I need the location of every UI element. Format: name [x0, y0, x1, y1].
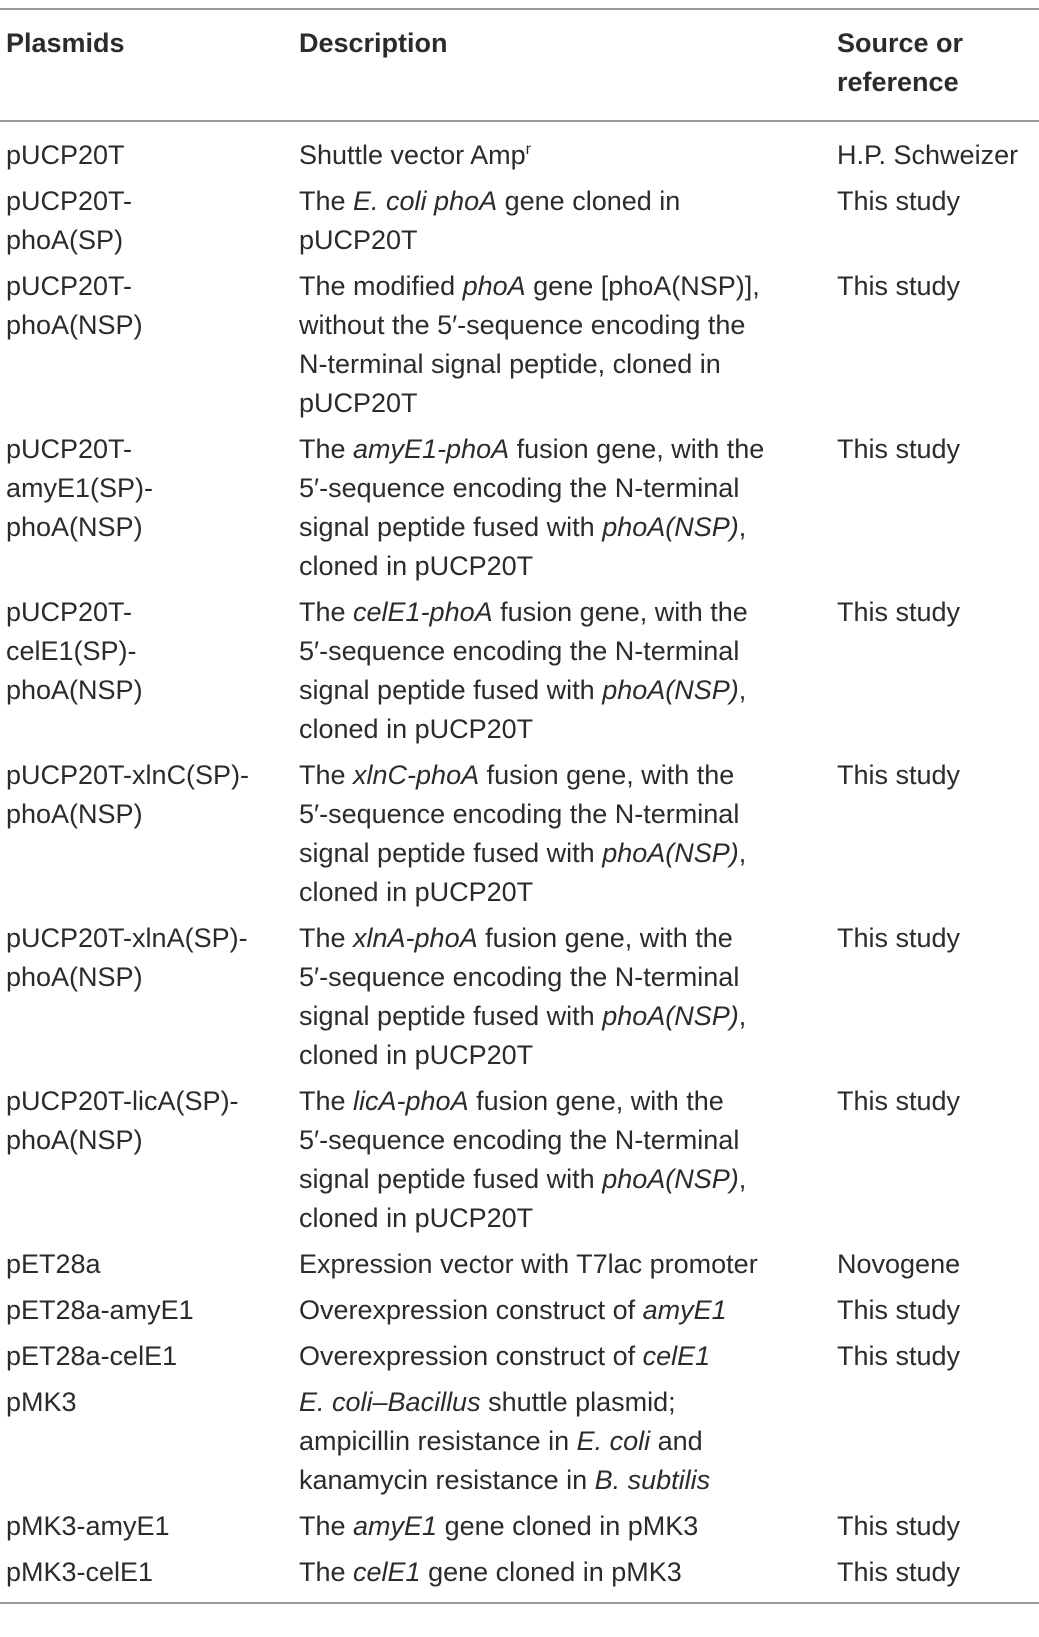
plasmid-name-line: phoA(NSP): [6, 512, 143, 542]
description-cell: [293, 182, 831, 267]
italic-text: phoA(NSP): [602, 1164, 739, 1194]
table-row: [0, 1337, 1039, 1383]
description-text: The: [299, 1511, 354, 1541]
description-text: signal peptide fused with: [299, 838, 603, 868]
description-cell: [293, 1082, 831, 1245]
plasmid-name-line: phoA(NSP): [6, 799, 143, 829]
italic-text: amyE1-phoA: [353, 434, 510, 464]
italic-text: phoA(NSP): [602, 1001, 739, 1031]
description-text: 5′-sequence encoding the N-terminal: [299, 636, 740, 666]
source-cell: This study: [831, 1553, 1039, 1603]
description-text: signal peptide fused with: [299, 1001, 603, 1031]
italic-text: celE1: [642, 1341, 711, 1371]
description-text: Shuttle vector Amp: [299, 140, 526, 170]
description-text: without the 5′-sequence encoding the: [299, 310, 746, 340]
plasmid-cell: [0, 121, 293, 182]
italic-text: phoA(NSP): [602, 675, 739, 705]
description-cell: [293, 121, 831, 182]
table-row: [0, 267, 1039, 430]
description-text: ,: [738, 675, 747, 705]
description-text: cloned in pUCP20T: [299, 551, 534, 581]
table-row: [0, 1383, 1039, 1507]
table-row: [0, 593, 1039, 756]
plasmid-name-line: pMK3-celE1: [6, 1557, 154, 1587]
table-row: [0, 1245, 1039, 1291]
source-cell: This study: [837, 597, 961, 627]
table-row: [0, 1082, 1039, 1245]
table-row: [0, 430, 1039, 593]
description-cell: [293, 919, 831, 1082]
header-plasmids: Plasmids: [0, 9, 293, 121]
source-cell: This study: [837, 434, 961, 464]
source-cell: This study: [837, 1086, 961, 1116]
table-row: [0, 1291, 1039, 1337]
description-cell: [293, 430, 831, 593]
description-text: 5′-sequence encoding the N-terminal: [299, 799, 740, 829]
description-text: 5′-sequence encoding the N-terminal: [299, 962, 740, 992]
description-text: cloned in pUCP20T: [299, 1040, 534, 1070]
description-text: The: [299, 186, 354, 216]
plasmid-cell: [0, 919, 293, 1082]
description-text: fusion gene, with the: [509, 434, 765, 464]
description-text: signal peptide fused with: [299, 512, 603, 542]
description-text: signal peptide fused with: [299, 675, 603, 705]
plasmids-table: [0, 8, 1039, 1604]
italic-text: E. coli: [576, 1426, 651, 1456]
description-cell: [293, 1553, 831, 1603]
plasmid-name-line: pUCP20T-licA(SP)-: [6, 1086, 239, 1116]
table-body: [0, 121, 1039, 1603]
plasmid-cell: [0, 1507, 293, 1553]
table-row: [0, 919, 1039, 1082]
description-text: ,: [738, 512, 747, 542]
source-cell: This study: [837, 1341, 961, 1371]
description-text: The: [299, 1557, 354, 1587]
source-cell: This study: [837, 186, 961, 216]
plasmid-name-line: celE1(SP)-: [6, 636, 137, 666]
table-row: [0, 756, 1039, 919]
plasmid-name-line: pMK3: [6, 1387, 77, 1417]
plasmid-name-line: pUCP20T-xlnC(SP)-: [6, 760, 250, 790]
description-text: Expression vector with T7lac promoter: [299, 1249, 758, 1279]
description-text: Overexpression construct of: [299, 1341, 643, 1371]
italic-text: E. coli–Bacillus: [299, 1387, 481, 1417]
plasmid-name-line: pUCP20T-: [6, 186, 133, 216]
description-text: cloned in pUCP20T: [299, 1203, 534, 1233]
table-header: [0, 9, 1039, 121]
description-cell: [293, 1337, 831, 1383]
description-text: 5′-sequence encoding the N-terminal: [299, 1125, 740, 1155]
italic-text: phoA(NSP): [602, 838, 739, 868]
description-text: fusion gene, with the: [479, 760, 735, 790]
description-text: The: [299, 760, 354, 790]
plasmid-name-line: phoA(NSP): [6, 1125, 143, 1155]
description-text: ,: [738, 838, 747, 868]
italic-text: celE1: [353, 1557, 421, 1587]
description-text: gene [phoA(NSP)],: [525, 271, 760, 301]
header-description: Description: [293, 9, 831, 121]
description-cell: [293, 756, 831, 919]
plasmid-name-line: pUCP20T-: [6, 434, 133, 464]
italic-text: amyE1: [642, 1295, 727, 1325]
description-text: pUCP20T: [299, 225, 418, 255]
description-text: kanamycin resistance in: [299, 1465, 595, 1495]
source-cell: This study: [837, 271, 961, 301]
plasmid-cell: [0, 593, 293, 756]
source-cell: This study: [837, 760, 961, 790]
header-row: [0, 9, 1039, 121]
plasmid-name-line: phoA(NSP): [6, 675, 143, 705]
description-text: and: [650, 1426, 703, 1456]
source-cell: This study: [837, 1295, 961, 1325]
description-text: The: [299, 1086, 354, 1116]
plasmid-cell: [0, 1383, 293, 1507]
description-text: Overexpression construct of: [299, 1295, 643, 1325]
italic-text: celE1-phoA: [353, 597, 493, 627]
italic-text: phoA(NSP): [602, 512, 739, 542]
plasmid-name-line: pUCP20T-: [6, 597, 133, 627]
description-text: cloned in pUCP20T: [299, 714, 534, 744]
description-cell: [293, 1245, 831, 1291]
plasmid-name-line: phoA(NSP): [6, 962, 143, 992]
superscript-text: r: [525, 141, 531, 158]
plasmid-cell: [0, 1337, 293, 1383]
description-text: The: [299, 923, 354, 953]
plasmid-cell: [0, 182, 293, 267]
italic-text: xlnA-phoA: [353, 923, 478, 953]
description-text: shuttle plasmid;: [480, 1387, 676, 1417]
description-cell: [293, 1383, 831, 1507]
description-text: ,: [738, 1001, 747, 1031]
source-cell: Novogene: [837, 1249, 961, 1279]
plasmid-name-line: pUCP20T-xlnA(SP)-: [6, 923, 248, 953]
plasmid-cell: [0, 1291, 293, 1337]
italic-text: E. coli phoA: [353, 186, 498, 216]
plasmid-name-line: pUCP20T-: [6, 271, 133, 301]
italic-text: xlnC-phoA: [353, 760, 480, 790]
plasmid-cell: [0, 1553, 293, 1603]
description-text: The modified: [299, 271, 463, 301]
source-cell: This study: [837, 1511, 961, 1541]
italic-text: amyE1: [353, 1511, 438, 1541]
description-text: signal peptide fused with: [299, 1164, 603, 1194]
description-text: gene cloned in pMK3: [420, 1557, 682, 1587]
description-text: pUCP20T: [299, 388, 418, 418]
italic-text: B. subtilis: [594, 1465, 711, 1495]
description-text: fusion gene, with the: [492, 597, 748, 627]
description-text: gene cloned in pMK3: [437, 1511, 699, 1541]
italic-text: licA-phoA: [353, 1086, 469, 1116]
plasmid-name-line: pET28a: [6, 1249, 101, 1279]
plasmid-name-line: phoA(SP): [6, 225, 124, 255]
source-cell: This study: [837, 923, 961, 953]
plasmid-name-line: pET28a-amyE1: [6, 1295, 194, 1325]
description-text: fusion gene, with the: [468, 1086, 724, 1116]
table-row: [0, 1507, 1039, 1553]
plasmid-name-line: pMK3-amyE1: [6, 1511, 170, 1541]
plasmid-name-line: amyE1(SP)-: [6, 473, 154, 503]
table-row: [0, 182, 1039, 267]
plasmid-cell: [0, 430, 293, 593]
description-text: gene cloned in: [497, 186, 681, 216]
plasmid-name-line: pET28a-celE1: [6, 1341, 178, 1371]
plasmid-cell: [0, 1245, 293, 1291]
source-cell: H.P. Schweizer: [837, 140, 1019, 170]
plasmid-cell: [0, 267, 293, 430]
description-text: ,: [738, 1164, 747, 1194]
table-row: [0, 1553, 1039, 1603]
table-row: [0, 121, 1039, 182]
description-text: cloned in pUCP20T: [299, 877, 534, 907]
description-cell: [293, 267, 831, 430]
plasmid-cell: [0, 1082, 293, 1245]
source-cell: [831, 1383, 1039, 1507]
description-text: The: [299, 597, 354, 627]
description-text: The: [299, 434, 354, 464]
plasmid-name-line: pUCP20T: [6, 140, 125, 170]
description-text: ampicillin resistance in: [299, 1426, 577, 1456]
header-source: Source or reference: [831, 9, 1039, 121]
italic-text: phoA: [462, 271, 526, 301]
description-cell: [293, 1291, 831, 1337]
plasmid-name-line: phoA(NSP): [6, 310, 143, 340]
description-text: 5′-sequence encoding the N-terminal: [299, 473, 740, 503]
plasmid-cell: [0, 756, 293, 919]
description-cell: [293, 593, 831, 756]
description-cell: [293, 1507, 831, 1553]
description-text: N-terminal signal peptide, cloned in: [299, 349, 721, 379]
description-text: fusion gene, with the: [477, 923, 733, 953]
